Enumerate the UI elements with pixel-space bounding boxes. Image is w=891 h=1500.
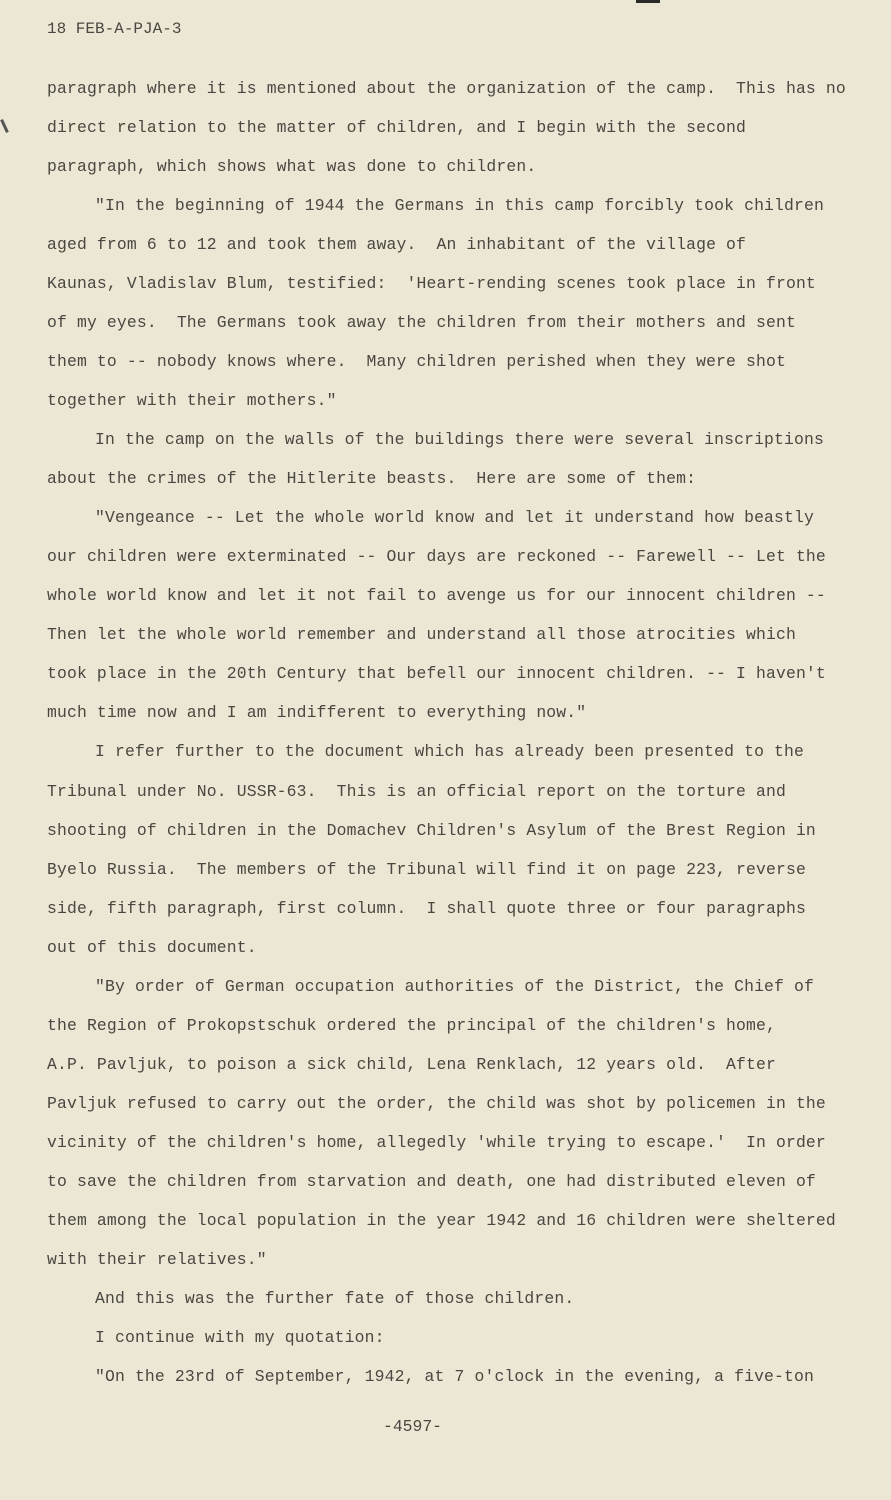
text-line: our children were exterminated -- Our days are reckoned -- Farewell -- Let the (47, 547, 826, 566)
text-line: I refer further to the document which has already been presented to the (95, 742, 805, 761)
text-line: Pavljuk refused to carry out the order, the child was shot by policemen in the (47, 1094, 826, 1113)
text-line: "In the beginning of 1944 the Germans in this camp forcibly took children (95, 196, 824, 215)
text-line: "On the 23rd of September, 1942, at 7 o'clock in the evening, a five-ton (95, 1367, 814, 1386)
text-line: paragraph, which shows what was done to children. (47, 157, 537, 176)
text-line: them among the local population in the year 1942 and 16 children were sheltered (47, 1211, 836, 1230)
text-line: out of this document. (47, 938, 257, 957)
page-header: 18 FEB-A-PJA-3 (47, 20, 182, 38)
text-line: side, fifth paragraph, first column. I shall quote three or four paragraphs (47, 899, 806, 918)
text-line: And this was the further fate of those children. (95, 1289, 575, 1308)
text-line: I continue with my quotation: (95, 1328, 385, 1347)
text-line: aged from 6 to 12 and took them away. An inhabitant of the village of (47, 235, 747, 254)
text-line: vicinity of the children's home, allegedly 'while trying to escape.' In order (47, 1133, 826, 1152)
text-line: whole world know and let it not fail to avenge us for our innocent children -- (47, 586, 826, 605)
text-line: Byelo Russia. The members of the Tribunal will find it on page 223, reverse (47, 860, 806, 879)
ink-mark (636, 0, 660, 3)
text-line: the Region of Prokopstschuk ordered the principal of the children's home, (47, 1016, 776, 1035)
text-line: Kaunas, Vladislav Blum, testified: 'Heart-rending scenes took place in front (47, 274, 816, 293)
text-line: with their relatives." (47, 1250, 267, 1269)
margin-mark (0, 119, 9, 133)
text-line: about the crimes of the Hitlerite beasts. Here are some of them: (47, 469, 697, 488)
text-line: Tribunal under No. USSR-63. This is an official report on the torture and (47, 782, 786, 801)
text-line: A.P. Pavljuk, to poison a sick child, Lena Renklach, 12 years old. After (47, 1055, 776, 1074)
text-line: "Vengeance -- Let the whole world know and let it understand how beastly (95, 508, 814, 527)
text-line: much time now and I am indifferent to everything now." (47, 703, 587, 722)
text-line: of my eyes. The Germans took away the children from their mothers and sent (47, 313, 796, 332)
text-line: "By order of German occupation authorities of the District, the Chief of (95, 977, 814, 996)
text-line: shooting of children in the Domachev Children's Asylum of the Brest Region in (47, 821, 816, 840)
text-line: together with their mothers." (47, 391, 337, 410)
text-line: direct relation to the matter of children, and I begin with the second (47, 118, 747, 137)
text-line: Then let the whole world remember and understand all those atrocities which (47, 625, 796, 644)
text-line: them to -- nobody knows where. Many children perished when they were shot (47, 352, 786, 371)
text-line: to save the children from starvation and death, one had distributed eleven of (47, 1172, 816, 1191)
page-number: -4597- (383, 1417, 443, 1436)
text-line: took place in the 20th Century that befell our innocent children. -- I haven't (47, 664, 826, 683)
text-line: In the camp on the walls of the buildings there were several inscriptions (95, 430, 824, 449)
text-line: paragraph where it is mentioned about the organization of the camp. This has no (47, 79, 846, 98)
